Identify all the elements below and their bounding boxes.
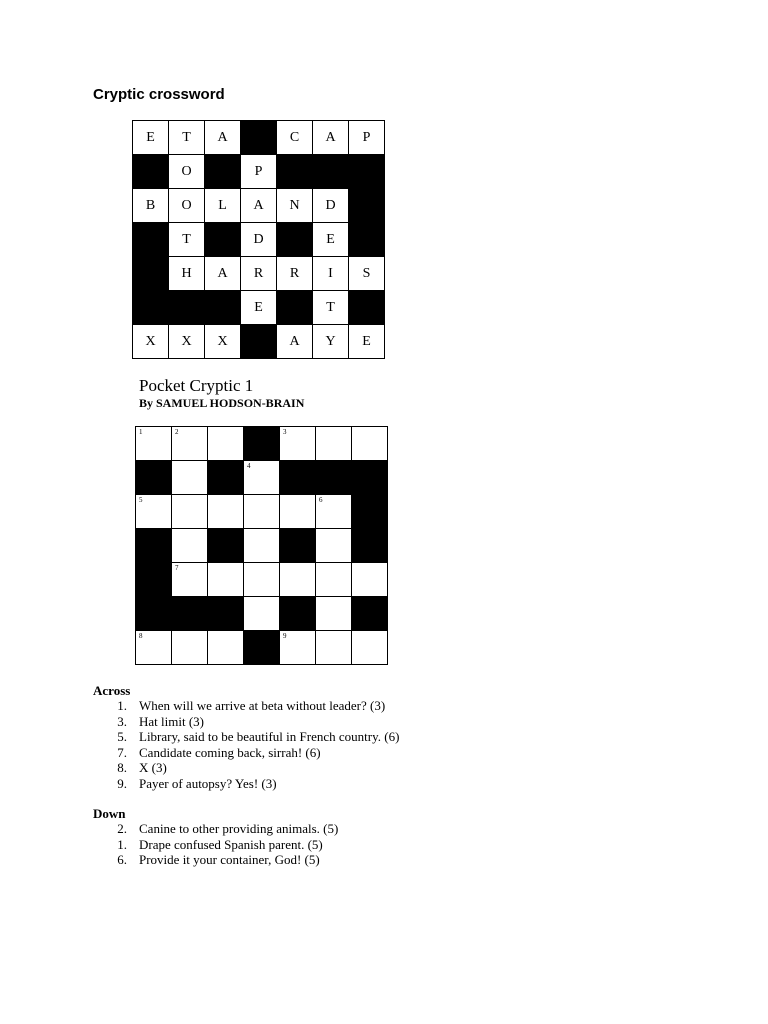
letter-cell: L [205, 189, 241, 223]
clue-item [93, 760, 399, 776]
clue-item [93, 837, 338, 853]
black-cell [244, 427, 280, 461]
black-cell [244, 631, 280, 665]
grid-row [136, 563, 388, 597]
clue-item-number: 2. [117, 821, 127, 836]
black-cell [172, 597, 208, 631]
black-cell [352, 495, 388, 529]
clue-item-text: Provide it your container, God! (5) [139, 852, 320, 867]
empty-cell[interactable] [280, 563, 316, 597]
clue-item [93, 729, 399, 745]
empty-cell[interactable] [208, 563, 244, 597]
down-clue-list [93, 821, 338, 868]
clue-number: 4 [247, 462, 251, 470]
black-cell [133, 291, 169, 325]
black-cell [349, 189, 385, 223]
letter-cell: C [277, 121, 313, 155]
letter-cell: T [169, 223, 205, 257]
letter-cell: A [241, 189, 277, 223]
clue-item [93, 698, 399, 714]
down-title: Down [93, 806, 126, 821]
clue-item-number: 8. [117, 760, 127, 775]
letter-cell: D [241, 223, 277, 257]
empty-cell[interactable] [316, 427, 352, 461]
black-cell [280, 529, 316, 563]
empty-cell[interactable] [208, 631, 244, 665]
letter-cell: A [205, 257, 241, 291]
empty-cell[interactable] [208, 495, 244, 529]
grid-row [133, 121, 385, 155]
grid-row [136, 529, 388, 563]
grid-row [133, 291, 385, 325]
black-cell [208, 461, 244, 495]
clue-item-text: Drape confused Spanish parent. (5) [139, 836, 323, 852]
puzzle-title: Pocket Cryptic 1 [139, 376, 254, 395]
black-cell [352, 597, 388, 631]
letter-cell: Y [313, 325, 349, 359]
empty-cell[interactable] [316, 529, 352, 563]
empty-cell[interactable] [352, 427, 388, 461]
empty-cell[interactable] [136, 427, 172, 461]
black-cell [352, 529, 388, 563]
grid-row [136, 495, 388, 529]
clue-number: 1 [139, 428, 143, 436]
black-cell [313, 155, 349, 189]
letter-cell: E [241, 291, 277, 325]
clue-item-number: 1. [117, 836, 127, 852]
clue-number: 7 [175, 564, 179, 572]
grid-row [133, 189, 385, 223]
clue-item-text: Candidate coming back, sirrah! (6) [139, 744, 321, 760]
grid-row [133, 155, 385, 189]
letter-cell: A [205, 121, 241, 155]
empty-cell[interactable] [172, 529, 208, 563]
empty-cell[interactable] [352, 631, 388, 665]
clue-item [93, 821, 338, 837]
empty-cell[interactable] [280, 631, 316, 665]
black-cell [316, 461, 352, 495]
black-cell [277, 223, 313, 257]
black-cell [136, 461, 172, 495]
document-heading: Cryptic crossword [93, 86, 225, 103]
letter-cell: E [313, 223, 349, 257]
empty-cell[interactable] [244, 495, 280, 529]
empty-cell[interactable] [280, 495, 316, 529]
clue-number: 9 [283, 632, 287, 640]
letter-cell: X [205, 325, 241, 359]
letter-cell: I [313, 257, 349, 291]
letter-cell: O [169, 155, 205, 189]
clue-item [93, 852, 338, 868]
black-cell [205, 291, 241, 325]
empty-cell[interactable] [244, 597, 280, 631]
clue-item [93, 745, 399, 761]
letter-cell: E [133, 121, 169, 155]
letter-cell: D [313, 189, 349, 223]
letter-cell: B [133, 189, 169, 223]
letter-cell: P [349, 121, 385, 155]
clue-item-text: Hat limit (3) [139, 713, 204, 729]
empty-cell[interactable] [172, 461, 208, 495]
black-cell [136, 597, 172, 631]
black-cell [349, 155, 385, 189]
clue-number: 5 [139, 496, 143, 504]
black-cell [205, 223, 241, 257]
down-clues [93, 806, 338, 868]
grid-row [136, 597, 388, 631]
grid-row [136, 461, 388, 495]
letter-cell: S [349, 257, 385, 291]
black-cell [133, 155, 169, 189]
across-clue-list [93, 698, 399, 791]
black-cell [277, 291, 313, 325]
empty-cell[interactable] [172, 427, 208, 461]
empty-cell[interactable] [316, 495, 352, 529]
empty-cell[interactable] [352, 563, 388, 597]
empty-cell[interactable] [208, 427, 244, 461]
empty-cell[interactable] [244, 461, 280, 495]
puzzle-byline: By SAMUEL HODSON-BRAIN [139, 396, 305, 410]
grid-row [136, 631, 388, 665]
black-cell [169, 291, 205, 325]
clue-number: 3 [283, 428, 287, 436]
black-cell [280, 597, 316, 631]
empty-cell[interactable] [172, 563, 208, 597]
clue-item-text: Canine to other providing animals. (5) [139, 821, 339, 836]
black-cell [133, 257, 169, 291]
grid-row [136, 427, 388, 461]
clue-number: 6 [319, 496, 323, 504]
letter-cell: A [313, 121, 349, 155]
letter-cell: T [313, 291, 349, 325]
black-cell [133, 223, 169, 257]
black-cell [136, 529, 172, 563]
empty-cell[interactable] [280, 427, 316, 461]
empty-cell[interactable] [316, 631, 352, 665]
clue-item-number: 9. [117, 775, 127, 791]
letter-cell: O [169, 189, 205, 223]
empty-cell[interactable] [316, 563, 352, 597]
letter-cell: A [277, 325, 313, 359]
grid-row [133, 325, 385, 359]
letter-cell: H [169, 257, 205, 291]
letter-cell: P [241, 155, 277, 189]
clue-number: 2 [175, 428, 179, 436]
across-clues [93, 683, 399, 791]
clue-item-text: When will we arrive at beta without leader? (3) [139, 698, 386, 713]
clue-number: 8 [139, 632, 143, 640]
clue-item-number: 3. [117, 713, 127, 729]
black-cell [241, 121, 277, 155]
letter-cell: E [349, 325, 385, 359]
black-cell [205, 155, 241, 189]
letter-cell: R [241, 257, 277, 291]
black-cell [280, 461, 316, 495]
black-cell [241, 325, 277, 359]
empty-cell[interactable] [172, 495, 208, 529]
clue-item [93, 714, 399, 730]
clue-item-number: 5. [117, 729, 127, 744]
black-cell [352, 461, 388, 495]
solution-grid [132, 120, 385, 359]
letter-cell: X [169, 325, 205, 359]
letter-cell: X [133, 325, 169, 359]
clue-item-text: Payer of autopsy? Yes! (3) [139, 775, 277, 791]
clue-item-text: X (3) [139, 760, 167, 775]
clue-item [93, 776, 399, 792]
across-title: Across [93, 683, 131, 698]
black-cell [208, 597, 244, 631]
empty-cell[interactable] [172, 631, 208, 665]
puzzle-grid [135, 426, 388, 665]
letter-cell: R [277, 257, 313, 291]
empty-cell[interactable] [136, 495, 172, 529]
letter-cell: N [277, 189, 313, 223]
clue-item-number: 1. [117, 698, 127, 713]
clue-item-text: Library, said to be beautiful in French country. (6) [139, 729, 400, 744]
grid-row [133, 257, 385, 291]
black-cell [349, 291, 385, 325]
empty-cell[interactable] [316, 597, 352, 631]
black-cell [208, 529, 244, 563]
empty-cell[interactable] [136, 631, 172, 665]
empty-cell[interactable] [244, 529, 280, 563]
letter-cell: T [169, 121, 205, 155]
black-cell [136, 563, 172, 597]
clue-item-number: 6. [117, 852, 127, 867]
black-cell [277, 155, 313, 189]
clue-item-number: 7. [117, 744, 127, 760]
grid-row [133, 223, 385, 257]
black-cell [349, 223, 385, 257]
empty-cell[interactable] [244, 563, 280, 597]
